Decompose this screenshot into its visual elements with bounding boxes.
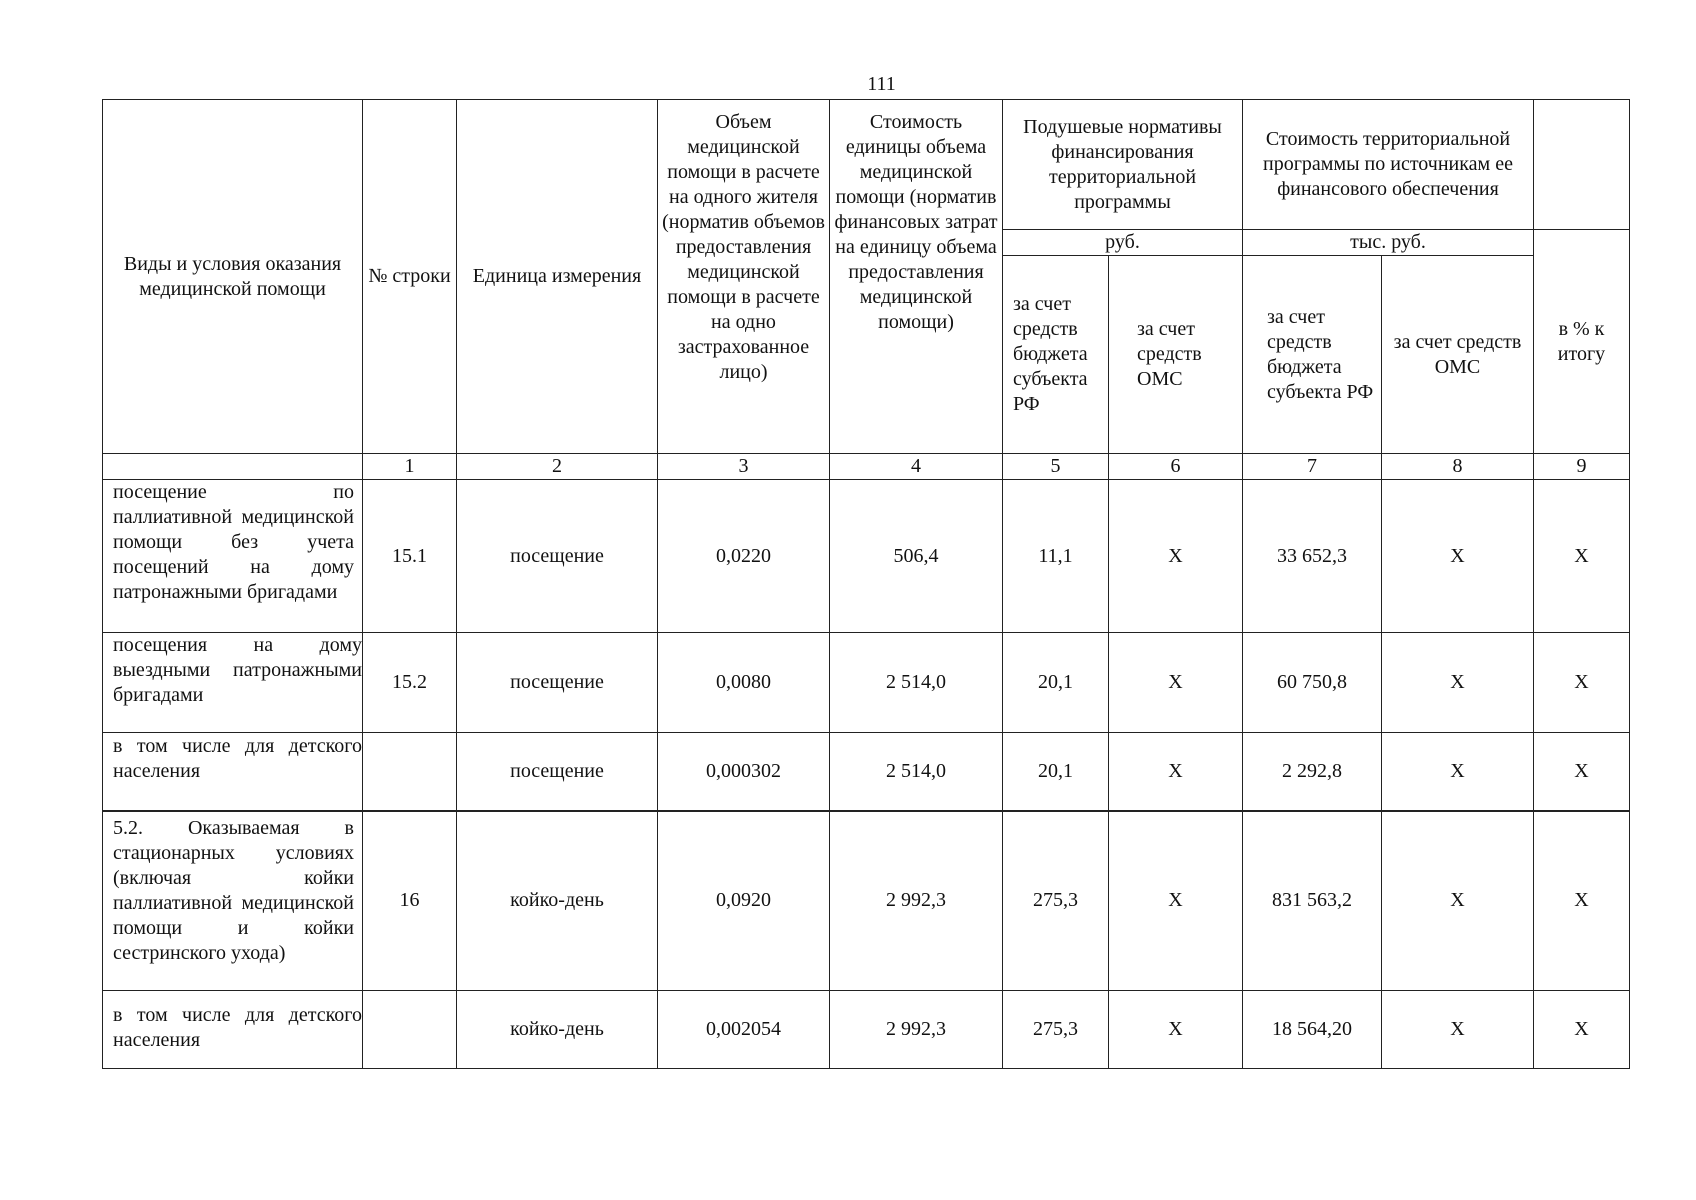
header-oms-per-capita: за счет средств ОМС [1109,256,1243,454]
care-type-cell: в том числе для детского населения [103,991,363,1069]
row-number-cell [363,733,457,811]
column-number: 4 [830,454,1003,480]
budget-per-capita-cell: 275,3 [1003,991,1109,1069]
unit-cell: койко-день [457,991,658,1069]
budget-per-capita-cell: 20,1 [1003,733,1109,811]
cost-cell: 2 514,0 [830,633,1003,733]
care-type-cell: посещение по паллиативной медицинской помощи без учета посещений на дому патронажными бригадами [103,480,363,633]
budget-total-cell: 2 292,8 [1243,733,1382,811]
oms-total-cell: Х [1382,733,1534,811]
percent-cell: Х [1534,991,1630,1069]
oms-total-cell: Х [1382,811,1534,991]
oms-total-cell: Х [1382,991,1534,1069]
header-row-number: № строки [363,100,457,454]
row-number-cell: 16 [363,811,457,991]
cost-cell: 506,4 [830,480,1003,633]
cost-cell: 2 992,3 [830,991,1003,1069]
header-total-cost-group: Стоимость территориальной программы по источникам ее финансового обеспечения [1243,100,1534,230]
column-number [103,454,363,480]
header-percent-of-total: в % к итогу [1534,230,1630,454]
column-number: 3 [658,454,830,480]
column-number: 5 [1003,454,1109,480]
volume-cell: 0,0080 [658,633,830,733]
row-number-cell: 15.2 [363,633,457,733]
cost-cell: 2 514,0 [830,733,1003,811]
header-oms-total: за счет средств ОМС [1382,256,1534,454]
medical-care-table [102,99,1630,1069]
budget-total-cell: 33 652,3 [1243,480,1382,633]
budget-per-capita-cell: 275,3 [1003,811,1109,991]
volume-cell: 0,0920 [658,811,830,991]
budget-total-cell: 18 564,20 [1243,991,1382,1069]
unit-cell: посещение [457,733,658,811]
oms-total-cell: Х [1382,633,1534,733]
oms-per-capita-cell: Х [1109,733,1243,811]
header-unit: Единица измерения [457,100,658,454]
header-unit-rub: руб. [1003,230,1243,256]
unit-cell: посещение [457,480,658,633]
oms-per-capita-cell: Х [1109,480,1243,633]
page-number: 111 [867,73,896,95]
percent-cell: Х [1534,480,1630,633]
unit-cell: койко-день [457,811,658,991]
header-unit-cost: Стоимость единицы объема медицинской помощи (норматив финансовых затрат на единицу объема предоставления медицинской помощи) [830,100,1003,454]
oms-per-capita-cell: Х [1109,633,1243,733]
header-budget-per-capita: за счет средств бюджета субъекта РФ [1003,256,1109,454]
table-row [103,991,1630,1069]
budget-per-capita-cell: 11,1 [1003,480,1109,633]
budget-per-capita-cell: 20,1 [1003,633,1109,733]
header-type-of-care: Виды и условия оказания медицинской помощи [103,100,363,454]
row-number-cell [363,991,457,1069]
header-percent-spacer [1534,100,1630,230]
cost-cell: 2 992,3 [830,811,1003,991]
unit-cell: посещение [457,633,658,733]
care-type-cell: в том числе для детского населения [103,733,363,811]
table-row [103,733,1630,811]
column-number: 1 [363,454,457,480]
oms-per-capita-cell: Х [1109,991,1243,1069]
header-unit-thousand-rub: тыс. руб. [1243,230,1534,256]
volume-cell: 0,000302 [658,733,830,811]
table-row [103,480,1630,633]
column-number: 7 [1243,454,1382,480]
column-number: 8 [1382,454,1534,480]
header-row-1 [103,100,1630,230]
care-type-cell: посещения на дому выездными патронажными бригадами [103,633,363,733]
volume-cell: 0,0220 [658,480,830,633]
column-number: 2 [457,454,658,480]
oms-per-capita-cell: Х [1109,811,1243,991]
table-row [103,633,1630,733]
column-number-row [103,454,1630,480]
table-row [103,811,1630,991]
header-budget-total: за счет средств бюджета субъекта РФ [1243,256,1382,454]
header-per-capita-group: Подушевые нормативы финансирования территориальной программы [1003,100,1243,230]
budget-total-cell: 60 750,8 [1243,633,1382,733]
percent-cell: Х [1534,633,1630,733]
volume-cell: 0,002054 [658,991,830,1069]
percent-cell: Х [1534,811,1630,991]
column-number: 9 [1534,454,1630,480]
oms-total-cell: Х [1382,480,1534,633]
row-number-cell: 15.1 [363,480,457,633]
care-type-cell: 5.2. Оказываемая в стационарных условиях (включая койки паллиативной медицинской помощи и койки сестринского ухода) [103,811,363,991]
column-number: 6 [1109,454,1243,480]
header-volume: Объем медицинской помощи в расчете на одного жителя (норматив объемов предоставления медицинской помощи в расчете на одно застрахованное лицо) [658,100,830,454]
percent-cell: Х [1534,733,1630,811]
budget-total-cell: 831 563,2 [1243,811,1382,991]
